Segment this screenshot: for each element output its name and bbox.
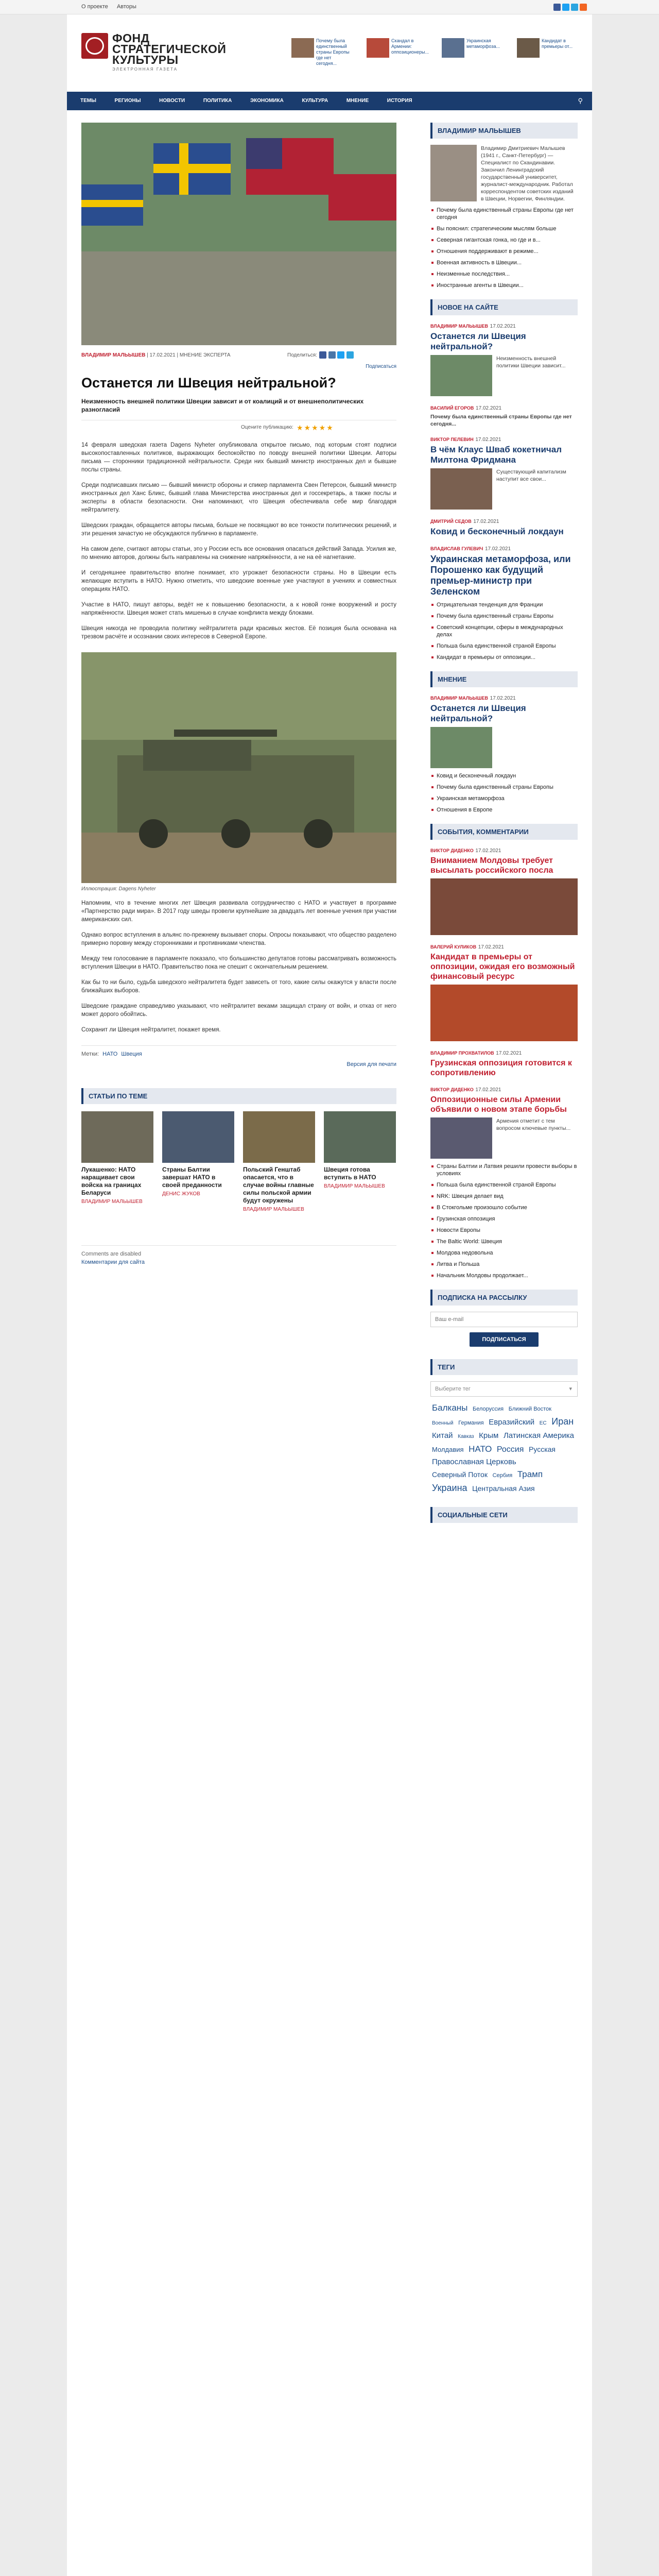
- nav-economy[interactable]: ЭКОНОМИКА: [250, 98, 284, 104]
- article-paragraph: Напомним, что в течение многих лет Швеция развивала сотрудничество с НАТО и участвует в программе «Партнерство ради мира». В 2017 году шведы провели крупнейшие за двадцать лет военные учения при участии американских сил.: [81, 900, 396, 923]
- tag-link[interactable]: Сербия: [492, 1472, 513, 1479]
- tag-link[interactable]: Православная Церковь: [432, 1458, 516, 1466]
- author-link[interactable]: Северная гигантская гонка, но где и в...: [437, 236, 578, 244]
- twitter-icon[interactable]: [562, 4, 569, 11]
- tag-link[interactable]: Германия: [458, 1420, 484, 1426]
- sidebar: [430, 123, 578, 1547]
- event-item[interactable]: ВИКТОР ДИДЕНКО 17.02.2021 Оппозиционные силы Армении объявили о новом этапе борьбы Армения отметит с тем вопросом ключевые пункты...: [430, 1085, 578, 1159]
- article-hero-image: [81, 123, 396, 345]
- nav-topics[interactable]: ТЕМЫ: [80, 98, 96, 104]
- author-link[interactable]: Иностранные агенты в Швеции...: [437, 282, 578, 289]
- article-paragraph: И сегодняшнее правительство вполне понимает, кто угрожает безопасности страны. Но в Швеции есть желающие вступить в НАТО. Нужно отметить, что шведские военные уже участвуют в учениях и совместных операциях НАТО.: [81, 570, 396, 592]
- author-link[interactable]: Почему была единственный страны Европы где нет сегодня: [437, 207, 578, 221]
- tag-link[interactable]: Ближний Восток: [508, 1406, 552, 1412]
- subscribe-link[interactable]: Подписаться: [366, 364, 396, 369]
- tag-link[interactable]: Молдавия: [432, 1446, 464, 1453]
- article-title: Останется ли Швеция нейтральной?: [81, 375, 336, 391]
- opinion-link[interactable]: Украинская метаморфоза: [437, 795, 578, 802]
- related-card[interactable]: Страны Балтии завершат НАТО в своей преданности ДЕНИС ЖУКОВ: [162, 1111, 234, 1197]
- military-vehicles-photo-icon: [81, 652, 396, 883]
- social-icons: [553, 4, 587, 11]
- top-bar: [0, 0, 659, 14]
- nav-opinion[interactable]: МНЕНИЕ: [346, 98, 369, 104]
- event-item[interactable]: ВИКТОР ДИДЕНКО 17.02.2021 Вниманием Молдовы требует высылать российского посла: [430, 846, 578, 935]
- tag-link[interactable]: Центральная Азия: [472, 1484, 535, 1493]
- rating-stars-icon[interactable]: ★★★★★: [297, 423, 334, 432]
- chevron-down-icon: ▾: [569, 1386, 572, 1392]
- article-paragraph: Между тем голосование в парламенте показало, что большинство депутатов готовы рассматривать возможность вступления Швеции в НАТО. Правительство пока не спешит с окончательным решением.: [81, 956, 396, 970]
- tag-link[interactable]: Украина: [432, 1483, 467, 1493]
- nav-regions[interactable]: РЕГИОНЫ: [114, 98, 141, 104]
- header-news-item[interactable]: Украинская метаморфоза...: [442, 38, 499, 71]
- article-paragraph: На самом деле, считают авторы статьи, это у России есть все основания опасаться действий Запада. Усилия же, по мнению авторов, должны быть направлены на снижение напряжённости, а не на её нагнетание.: [81, 546, 396, 561]
- new-link[interactable]: Польша была единственной страной Европы: [437, 642, 578, 650]
- tag-link[interactable]: НАТО: [102, 1051, 118, 1057]
- article: [81, 123, 396, 1265]
- article-date: 17.02.2021: [149, 352, 176, 358]
- print-link[interactable]: Версия для печати: [346, 1061, 396, 1067]
- flags-photo-icon: [81, 123, 396, 345]
- site-header: [67, 14, 592, 92]
- telegram-icon[interactable]: [571, 4, 578, 11]
- article-tags: Метки: НАТО Швеция: [81, 1051, 142, 1057]
- author-link[interactable]: Отношения поддерживают в режиме...: [437, 248, 578, 255]
- new-link[interactable]: Советский концепции, сферы в международных делах: [437, 624, 578, 638]
- email-field[interactable]: [430, 1312, 578, 1327]
- related-card[interactable]: Лукашенко: НАТО наращивает свои войска на границах Беларуси ВЛАДИМИР МАЛЬЫШЕВ: [81, 1111, 153, 1205]
- social-title: СОЦИАЛЬНЫЕ СЕТИ: [430, 1507, 578, 1523]
- tag-link[interactable]: Китай: [432, 1431, 453, 1440]
- event-link[interactable]: The Baltic World: Швеция: [437, 1238, 578, 1245]
- main-nav: [67, 92, 592, 110]
- event-link[interactable]: Страны Балтии и Латвия решили провести выборы в условиях: [437, 1163, 577, 1177]
- related-title: СТАТЬИ ПО ТЕМЕ: [81, 1088, 396, 1104]
- event-link[interactable]: Литва и Польша: [437, 1261, 578, 1268]
- author-bio: Владимир Дмитриевич Малышев (1941 г., Санкт-Петербург) — Специалист по Скандинавии. Закончил Ленинградский государственный университет, журналист-международник. Работал корреспондентом советских изданий в Швеции, Норвегии, Финляндии.: [481, 145, 574, 202]
- share-facebook-icon[interactable]: [319, 351, 326, 359]
- opinion-item[interactable]: ВЛАДИМИР МАЛЬЫШЕВ 17.02.2021 Останется ли Швеция нейтральной?: [430, 693, 578, 768]
- article-paragraph: Сохранит ли Швеция нейтралитет, покажет время.: [81, 1027, 221, 1033]
- opinion-title: МНЕНИЕ: [430, 671, 578, 687]
- comments-link[interactable]: Комментарии для сайта: [81, 1259, 145, 1265]
- event-item[interactable]: ВЛАДИМИР ПРОХВАТИЛОВ 17.02.2021 Грузинская оппозиция готовится к сопротивлению: [430, 1050, 572, 1077]
- tag-link[interactable]: Евразийский: [489, 1418, 535, 1427]
- rating-label: Оцените публикацию:: [241, 425, 293, 430]
- related-card[interactable]: Польский Генштаб опасается, что в случае войны главные силы польской армии будут окружены ВЛАДИМИР МАЛЬЫШЕВ: [243, 1111, 315, 1212]
- tag-link[interactable]: Русская: [529, 1445, 556, 1453]
- logo-icon[interactable]: [81, 33, 108, 59]
- article-paragraph: Швеция никогда не проводила политику нейтралитета ради красивых жестов. Её позиция была основана на трезвом расчёте и осознании своих интересов в Северной Европе.: [81, 625, 396, 640]
- related-articles: [81, 1111, 396, 1245]
- new-item[interactable]: ВАСИЛИЙ ЕГОРОВ 17.02.2021 Почему была единственный страны Европы где нет сегодня...: [430, 405, 572, 427]
- header-news-item[interactable]: Кандидат в премьеры от...: [517, 38, 575, 71]
- tag-link[interactable]: Россия: [496, 1445, 524, 1454]
- author-link[interactable]: Неизменные последствия...: [437, 270, 578, 278]
- opinion-link[interactable]: Ковид и бесконечный локдаун: [437, 772, 578, 779]
- event-link[interactable]: Новости Европы: [437, 1227, 578, 1234]
- share-twitter-icon[interactable]: [337, 351, 344, 359]
- tag-link[interactable]: Кавказ: [458, 1434, 474, 1439]
- tags-title: ТЕГИ: [430, 1359, 578, 1375]
- tag-link[interactable]: Военный: [432, 1420, 454, 1426]
- event-link[interactable]: В Стокгольме произошло событие: [437, 1204, 578, 1211]
- new-item[interactable]: ВЛАДИМИР МАЛЬЫШЕВ 17.02.2021 Останется ли Швеция нейтральной? Неизменность внешней политики Швеции зависит...: [430, 321, 578, 396]
- nav-history[interactable]: ИСТОРИЯ: [387, 98, 412, 104]
- author-block-title: ВЛАДИМИР МАЛЬЫШЕВ: [430, 123, 578, 139]
- new-item[interactable]: ДМИТРИЙ СЕДОВ 17.02.2021 Ковид и бесконечный локдаун: [430, 519, 564, 536]
- tag-cloud: [430, 1402, 578, 1495]
- tag-link[interactable]: Латинская Америка: [503, 1431, 574, 1440]
- tag-link[interactable]: Швеция: [121, 1051, 142, 1057]
- topbar-link-about[interactable]: О проекте: [81, 4, 108, 10]
- event-item[interactable]: ВАЛЕРИЙ КУЛИКОВ 17.02.2021 Кандидат в премьеры от оппозиции, ожидая его возможный финансовый ресурс: [430, 942, 578, 1041]
- tag-link[interactable]: Белоруссия: [473, 1406, 504, 1412]
- new-link[interactable]: Почему была единственный страны Европы: [437, 613, 578, 620]
- share-icons: [319, 350, 354, 359]
- tag-link[interactable]: Крым: [479, 1431, 499, 1440]
- article-meta: ВЛАДИМИР МАЛЬЫШЕВ | 17.02.2021 | МНЕНИЕ ЭКСПЕРТА Поделиться:: [81, 349, 396, 364]
- article-paragraph: Участие в НАТО, пишут авторы, ведёт не к повышению безопасности, а к новой гонке вооружений и росту напряжённости. Швеция может стать мишенью в случае конфликта между блоками.: [81, 602, 396, 616]
- subscribe-button[interactable]: ПОДПИСАТЬСЯ: [470, 1332, 538, 1347]
- author-link[interactable]: Военная активность в Швеции...: [437, 259, 578, 266]
- page-content: [67, 110, 592, 2576]
- article-paragraph: Однако вопрос вступления в альянс по-прежнему вызывает споры. Опросы показывают, что общество разделено примерно поровну между сторонниками и противниками членства.: [81, 932, 396, 946]
- search-icon[interactable]: ⚲: [578, 97, 583, 105]
- topbar-link-authors[interactable]: Авторы: [116, 4, 136, 10]
- tag-link[interactable]: ЕС: [539, 1420, 547, 1426]
- tag-link[interactable]: НАТО: [469, 1444, 492, 1454]
- tag-link[interactable]: Балканы: [432, 1403, 468, 1413]
- event-link[interactable]: Грузинская оппозиция: [437, 1215, 578, 1223]
- tag-link[interactable]: Иран: [551, 1416, 574, 1427]
- logo-tagline: ЭЛЕКТРОННАЯ ГАЗЕТА: [112, 67, 178, 72]
- article-rubric[interactable]: МНЕНИЕ ЭКСПЕРТА: [179, 352, 231, 358]
- author-photo: [430, 145, 477, 201]
- header-news-item[interactable]: Скандал в Армении: оппозиционеры...: [367, 38, 424, 71]
- new-item[interactable]: ВЛАДИСЛАВ ГУЛЕВИЧ 17.02.2021 Украинская метаморфоза, или Порошенко как будущий премьер-министр при Зеленском: [430, 546, 571, 597]
- article-paragraph: Шведские граждане справедливо указывают, что нейтралитет веками защищал страну от войн, и отказ от него может дорого обойтись.: [81, 1003, 396, 1018]
- new-on-site-title: НОВОЕ НА САЙТЕ: [430, 299, 578, 315]
- event-link[interactable]: Молдова недовольна: [437, 1249, 578, 1257]
- event-link[interactable]: NRK: Швеция делает вид: [437, 1193, 578, 1200]
- article-author[interactable]: ВЛАДИМИР МАЛЬЫШЕВ: [81, 352, 146, 358]
- share-telegram-icon[interactable]: [346, 351, 354, 359]
- article-paragraph: 14 февраля шведская газета Dagens Nyheter опубликовала открытое письмо, под которым стоят подписи высокопоставленных политиков, выражающих беспокойство по поводу внешней политики Швеции. Авторы письма — сторонники традиционной нейтральности. Среди них бывший министр иностранных дел и бывшие послы страны.: [81, 442, 396, 473]
- opinion-link[interactable]: Почему была единственный страны Европы: [437, 784, 578, 791]
- related-card[interactable]: Швеция готова вступить в НАТО ВЛАДИМИР МАЛЬЫШЕВ: [324, 1111, 396, 1189]
- nav-culture[interactable]: КУЛЬТУРА: [302, 98, 328, 104]
- event-link[interactable]: Начальник Молдовы продолжает...: [437, 1272, 578, 1279]
- image-caption: Иллюстрация: Dagens Nyheter: [81, 886, 156, 892]
- article-paragraph: Как бы то ни было, судьба шведского нейтралитета будет зависеть от того, какие силы окажутся у власти после ближайших выборов.: [81, 979, 396, 994]
- nav-news[interactable]: НОВОСТИ: [159, 98, 185, 104]
- new-link[interactable]: Отрицательная тенденция для Франции: [437, 601, 578, 608]
- subscribe-title: ПОДПИСКА НА РАССЫЛКУ: [430, 1290, 578, 1306]
- new-item[interactable]: ВИКТОР ПЕЛЕВИН 17.02.2021 В чём Клаус Шваб кокетничал Милтона Фридмана Существующий капитализм наступит все свои...: [430, 435, 578, 510]
- opinion-link[interactable]: Отношения в Европе: [437, 806, 578, 814]
- new-link[interactable]: Кандидат в премьеры от оппозиции...: [437, 654, 578, 661]
- share-label: Поделиться:: [287, 352, 317, 358]
- article-paragraph: Среди подписавших письмо — бывший министр обороны и спикер парламента Свен Петерсон, бывший министр иностранных дел Ханс Бликс, бывший глава Министерства иностранных дел и госсекретарь, а также послы и эксперты в области безопасности. Они напоминают, что Швеция обеспечивала себе мир благодаря нейтралитету.: [81, 482, 396, 513]
- tag-link[interactable]: Трамп: [517, 1469, 543, 1479]
- article-lead: Неизменность внешней политики Швеции зависит и от коалиций и от внешнеполитических разногласий: [81, 398, 364, 413]
- author-link[interactable]: Вы пояснил: стратегическим мыслям больше: [437, 225, 578, 232]
- comments-disabled: Comments are disabled: [81, 1251, 142, 1257]
- article-paragraph: Шведских граждан, обращается авторы письма, больше не посвящают во все тонкости политических решений, и эти решения зачастую не обсуждаются публично в парламенте.: [81, 522, 396, 537]
- header-news-item[interactable]: Почему была единственный страны Европы где нет сегодня...: [291, 38, 349, 71]
- nav-politics[interactable]: ПОЛИТИКА: [203, 98, 232, 104]
- share-vk-icon[interactable]: [328, 351, 336, 359]
- facebook-icon[interactable]: [553, 4, 561, 11]
- article-inline-image: [81, 652, 396, 883]
- event-link[interactable]: Польша была единственной страной Европы: [437, 1181, 578, 1189]
- site-logo[interactable]: ФОНД СТРАТЕГИЧЕСКОЙ КУЛЬТУРЫ: [112, 31, 227, 66]
- tags-select[interactable]: Выберите тег ▾: [430, 1381, 578, 1397]
- tag-link[interactable]: Северный Поток: [432, 1470, 488, 1479]
- events-title: СОБЫТИЯ, КОММЕНТАРИИ: [430, 824, 578, 840]
- rss-icon[interactable]: [580, 4, 587, 11]
